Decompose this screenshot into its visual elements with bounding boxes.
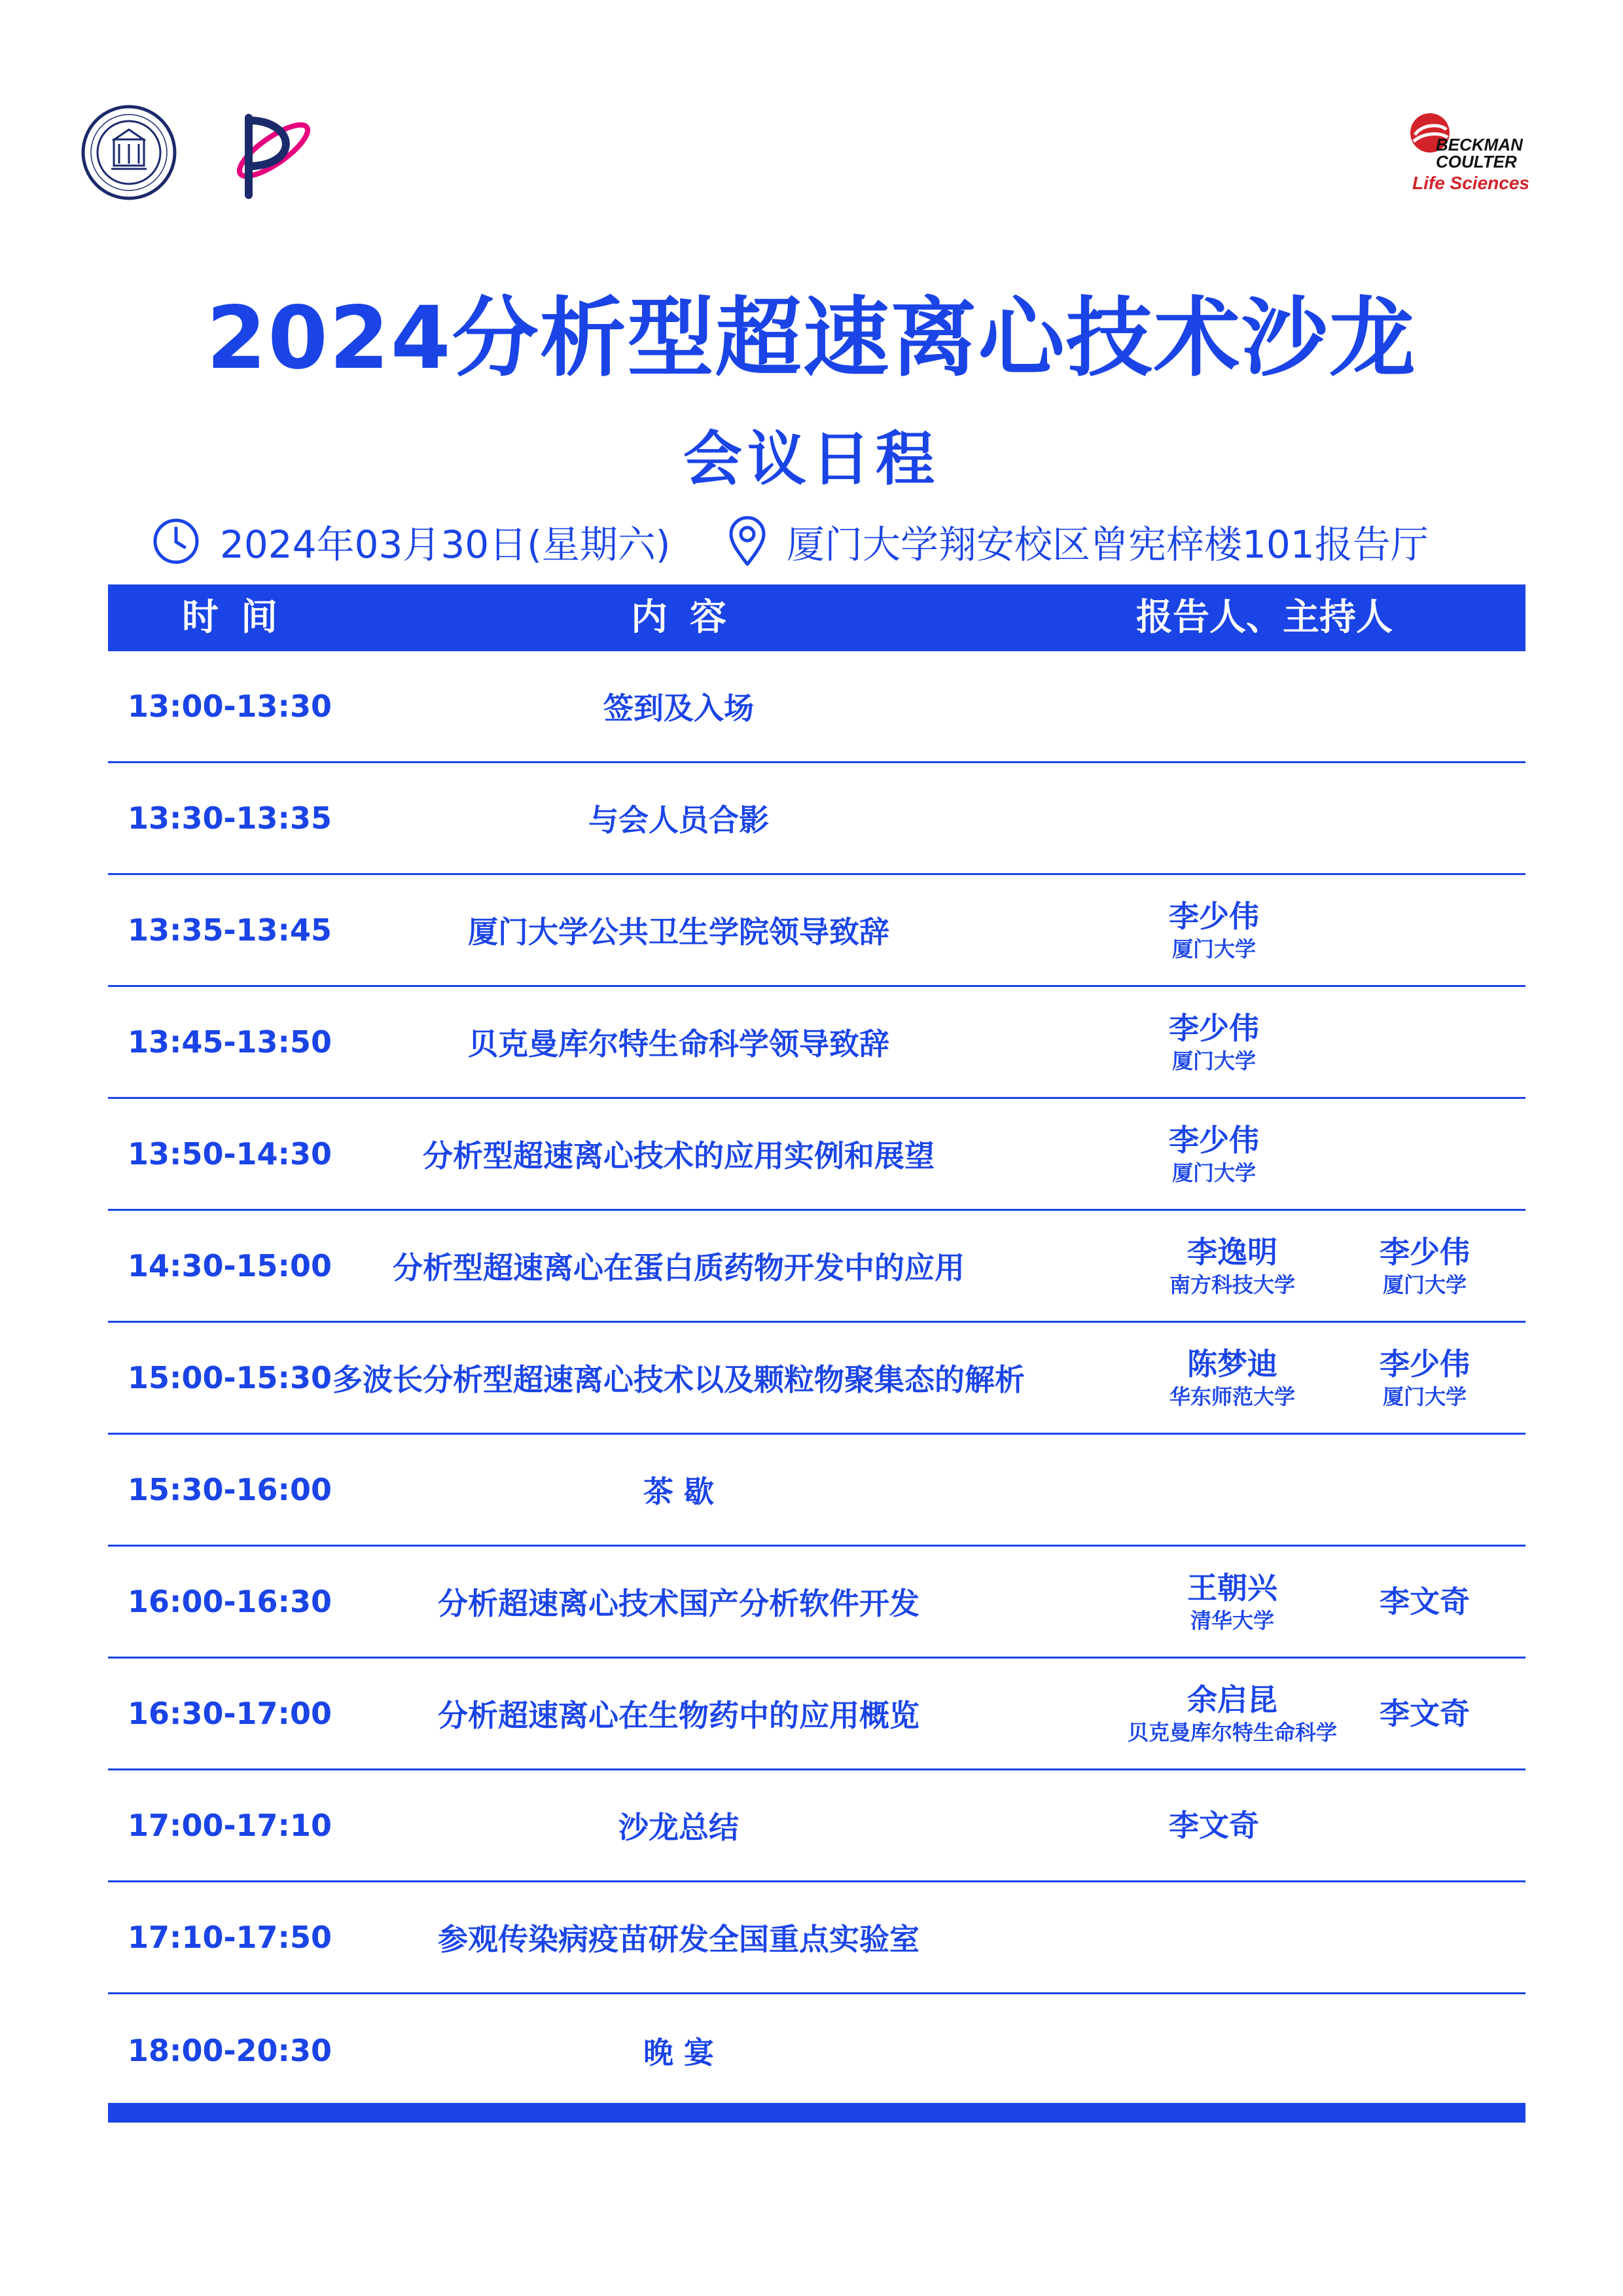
agenda-table	[108, 584, 1525, 2106]
row-person	[1124, 1211, 1340, 1321]
person-name: 李少伟	[1380, 1346, 1470, 1382]
table-row	[108, 1547, 1525, 1659]
location-info	[728, 512, 1429, 571]
person-name: 李文奇	[1380, 1584, 1470, 1619]
row-content: 厦门大学公共卫生学院领导致辞	[468, 914, 889, 950]
row-time: 17:00-17:10	[128, 1808, 332, 1843]
event-date: 2024年03月30日(星期六)	[220, 522, 671, 567]
xmu-seal-icon	[80, 103, 178, 202]
row-person	[1124, 1547, 1340, 1657]
event-location: 厦门大学翔安校区曾宪梓楼101报告厅	[787, 522, 1429, 567]
page-subtitle: 会议日程	[683, 425, 940, 493]
row-person	[1124, 1659, 1340, 1768]
row-time: 18:00-20:30	[128, 2032, 332, 2068]
row-person	[1317, 1547, 1533, 1657]
table-row	[108, 875, 1525, 987]
page-title: 2024分析型超速离心技术沙龙	[206, 288, 1417, 389]
table-body	[108, 651, 1525, 2106]
row-content: 签到及入场	[603, 691, 754, 726]
row-content: 贝克曼库尔特生命科学领导致辞	[468, 1026, 889, 1062]
p-atom-logo-icon	[223, 103, 321, 202]
row-time: 13:35-13:45	[128, 912, 332, 948]
person-affiliation: 厦门大学	[1171, 1160, 1256, 1185]
person-name: 李少伟	[1169, 1122, 1259, 1158]
row-content: 分析型超速离心在蛋白质药物开发中的应用	[393, 1250, 965, 1285]
row-content: 多波长分析型超速离心技术以及颗粒物聚集态的解析	[332, 1362, 1025, 1397]
table-row	[108, 763, 1525, 875]
row-time: 13:45-13:50	[128, 1024, 332, 1060]
row-content: 与会人员合影	[588, 802, 769, 838]
date-info	[152, 512, 670, 571]
person-name: 李少伟	[1380, 1234, 1470, 1270]
person-affiliation: 南方科技大学	[1169, 1272, 1295, 1297]
location-pin-icon	[728, 515, 767, 567]
person-name: 李文奇	[1380, 1696, 1470, 1731]
person-affiliation: 厦门大学	[1382, 1272, 1467, 1297]
table-row	[108, 1882, 1525, 1994]
brand-line-2: COULTER	[1436, 152, 1517, 171]
person-affiliation: 华东师范大学	[1169, 1384, 1295, 1409]
row-content: 茶 歇	[643, 1474, 714, 1509]
person-name: 李文奇	[1169, 1808, 1259, 1843]
row-content: 分析型超速离心技术的应用实例和展望	[423, 1138, 935, 1174]
header-content: 内容	[631, 596, 749, 639]
person-name: 陈梦迪	[1187, 1346, 1277, 1382]
row-person	[991, 1099, 1436, 1209]
row-person	[991, 875, 1436, 985]
person-name: 李少伟	[1169, 1011, 1259, 1046]
table-row	[108, 987, 1525, 1099]
row-person	[1317, 1659, 1533, 1768]
row-content: 沙龙总结	[618, 1810, 739, 1845]
table-row	[108, 651, 1525, 763]
clock-icon	[152, 517, 200, 565]
table-header	[108, 584, 1525, 651]
row-time: 16:30-17:00	[128, 1696, 332, 1731]
row-person	[991, 1770, 1436, 1880]
row-time: 16:00-16:30	[128, 1584, 332, 1619]
table-row	[108, 1659, 1525, 1770]
brand-line-3: Life Sciences	[1412, 173, 1529, 193]
person-name: 李逸明	[1187, 1234, 1277, 1270]
table-row	[108, 1770, 1525, 1882]
table-row	[108, 1323, 1525, 1435]
header-speaker: 报告人、主持人	[1136, 596, 1393, 639]
row-person	[1317, 1211, 1533, 1321]
row-content: 分析超速离心在生物药中的应用概览	[438, 1698, 919, 1733]
row-person	[991, 987, 1436, 1097]
row-content: 晚 宴	[643, 2034, 714, 2070]
person-name: 王朝兴	[1187, 1570, 1277, 1605]
person-affiliation: 厦门大学	[1171, 1049, 1256, 1073]
brand-line-1: BECKMAN	[1436, 135, 1523, 154]
table-row	[108, 1099, 1525, 1211]
row-time: 13:50-14:30	[128, 1136, 332, 1172]
row-time: 15:30-16:00	[128, 1472, 332, 1507]
person-name: 李少伟	[1169, 899, 1259, 934]
row-time: 14:30-15:00	[128, 1248, 332, 1283]
row-person	[1124, 1323, 1340, 1433]
header-time: 时间	[182, 596, 300, 639]
row-person	[1317, 1323, 1533, 1433]
person-affiliation: 贝克曼库尔特生命科学	[1127, 1720, 1337, 1745]
row-time: 17:10-17:50	[128, 1920, 332, 1955]
table-row	[108, 1435, 1525, 1547]
person-affiliation: 厦门大学	[1171, 937, 1256, 961]
table-row	[108, 1211, 1525, 1323]
person-name: 余启昆	[1187, 1682, 1277, 1717]
person-affiliation: 厦门大学	[1382, 1384, 1467, 1409]
table-row	[108, 1994, 1525, 2106]
row-content: 参观传染病疫苗研发全国重点实验室	[438, 1922, 919, 1957]
row-content: 分析超速离心技术国产分析软件开发	[438, 1586, 919, 1621]
row-time: 13:30-13:35	[128, 800, 332, 836]
row-time: 15:00-15:30	[128, 1360, 332, 1395]
beckman-coulter-logo	[1407, 110, 1558, 202]
person-affiliation: 清华大学	[1190, 1608, 1274, 1633]
row-time: 13:00-13:30	[128, 689, 332, 724]
bottom-bar	[108, 2103, 1525, 2123]
